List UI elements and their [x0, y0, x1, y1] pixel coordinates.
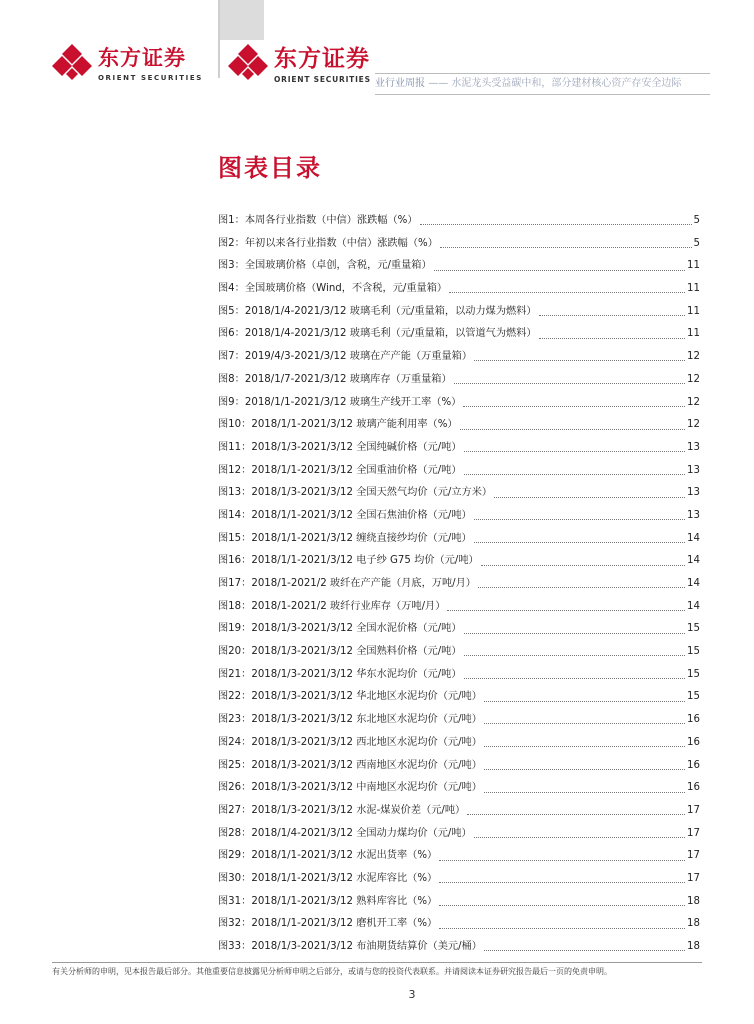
toc-item-label: 图6：2018/1/4-2021/3/12 玻璃毛利（元/重量箱，以管道气为燃料）	[218, 328, 537, 340]
toc-item-label: 图23：2018/1/3-2021/3/12 东北地区水泥均价（元/吨）	[218, 714, 482, 726]
toc-item-page: 16	[687, 736, 700, 748]
toc-item-page: 14	[687, 555, 700, 567]
toc-leader-dots	[464, 632, 685, 634]
footer-disclaimer: 有关分析师的申明，见本报告最后部分。其他重要信息披露见分析师申明之后部分，或请与您的投资代表联系。并请阅读本证券研究报告最后一页的免责申明。	[52, 967, 612, 976]
toc-item-page: 11	[687, 305, 700, 317]
toc-item-label: 图16：2018/1/1-2021/3/12 电子纱 G75 均价（元/吨）	[218, 555, 479, 567]
header-separator: ——	[428, 78, 449, 89]
toc-leader-dots	[478, 586, 685, 588]
toc-item-label: 图25：2018/1/3-2021/3/12 西南地区水泥均价（元/吨）	[218, 759, 482, 771]
toc-item-label: 图4：全国玻璃价格（Wind，不含税，元/重量箱）	[218, 283, 448, 295]
toc-item-page: 17	[687, 804, 700, 816]
toc-item[interactable]	[218, 619, 700, 642]
toc-item-label: 图13：2018/1/3-2021/3/12 全国天然气均价（元/立方米）	[218, 487, 493, 499]
toc-leader-dots	[484, 722, 685, 724]
toc-item[interactable]	[218, 937, 700, 960]
toc-item-page: 12	[687, 373, 700, 385]
toc-item-label: 图20：2018/1/3-2021/3/12 全国熟料价格（元/吨）	[218, 646, 462, 658]
toc-leader-dots	[464, 450, 685, 452]
toc-leader-dots	[463, 405, 685, 407]
toc-item-page: 12	[687, 396, 700, 408]
toc-item-label: 图9：2018/1/1-2021/3/12 玻璃生产线开工率（%）	[218, 396, 462, 408]
toc-item[interactable]	[218, 892, 700, 915]
brand-logo-left	[52, 42, 203, 82]
toc-item-label: 图18：2018/1-2021/2 玻纤行业库存（万吨/月）	[218, 600, 446, 612]
footer-divider	[52, 962, 702, 963]
brand-name-en: ORIENT SECURITIES	[274, 75, 371, 84]
toc-leader-dots	[484, 700, 685, 702]
toc-leader-dots	[481, 564, 685, 566]
toc-item[interactable]	[218, 211, 700, 234]
toc-title: 图表目录	[218, 154, 322, 182]
toc-item-label: 图26：2018/1/3-2021/3/12 中南地区水泥均价（元/吨）	[218, 782, 482, 794]
toc-item-page: 15	[687, 623, 700, 635]
toc-item-label: 图12：2018/1/1-2021/3/12 全国重油价格（元/吨）	[218, 464, 462, 476]
page-number: 3	[408, 988, 416, 1001]
toc-leader-dots	[539, 337, 685, 339]
toc-item-label: 图30：2018/1/1-2021/3/12 水泥库容比（%）	[218, 872, 438, 884]
toc-item-label: 图24：2018/1/3-2021/3/12 西北地区水泥均价（元/吨）	[218, 736, 482, 748]
toc-item[interactable]	[218, 302, 700, 325]
toc-leader-dots	[439, 881, 685, 883]
toc-item-page: 11	[687, 260, 700, 272]
report-title: 水泥龙头受益碳中和，部分建材核心资产存安全边际	[451, 78, 682, 89]
toc-item-label: 图27：2018/1/3-2021/3/12 水泥-煤炭价差（元/吨）	[218, 804, 466, 816]
report-header-bar	[375, 73, 710, 95]
toc-item-page: 12	[687, 419, 700, 431]
toc-item[interactable]	[218, 551, 700, 574]
toc-item-page: 13	[687, 464, 700, 476]
toc-item[interactable]	[218, 801, 700, 824]
toc-item-label: 图28：2018/1/4-2021/3/12 全国动力煤均价（元/吨）	[218, 827, 472, 839]
orient-logo-icon	[52, 42, 92, 82]
toc-item[interactable]	[218, 461, 700, 484]
toc-item-label: 图5：2018/1/4-2021/3/12 玻璃毛利（元/重量箱，以动力煤为燃料）	[218, 305, 537, 317]
toc-item[interactable]	[218, 687, 700, 710]
toc-item[interactable]	[218, 869, 700, 892]
brand-name-cn: 东方证券	[274, 46, 370, 72]
toc-leader-dots	[539, 314, 685, 316]
toc-item-label: 图2：年初以来各行业指数（中信）涨跌幅（%）	[218, 237, 438, 249]
toc-leader-dots	[439, 927, 685, 929]
toc-leader-dots	[474, 836, 685, 838]
toc-item[interactable]	[218, 506, 700, 529]
toc-item-label: 图7：2019/4/3-2021/3/12 玻璃在产产能（万重量箱）	[218, 351, 473, 363]
brand-logo-right	[228, 40, 371, 84]
toc-item-page: 17	[687, 850, 700, 862]
toc-item-label: 图8：2018/1/7-2021/3/12 玻璃库存（万重量箱）	[218, 373, 452, 385]
toc-item[interactable]	[218, 665, 700, 688]
header-divider	[218, 0, 220, 78]
toc-leader-dots	[439, 904, 685, 906]
toc-leader-dots	[464, 473, 685, 475]
toc-item[interactable]	[218, 256, 700, 279]
toc-item[interactable]	[218, 393, 700, 416]
toc-leader-dots	[484, 949, 685, 951]
toc-item[interactable]	[218, 846, 700, 869]
toc-item-page: 18	[687, 941, 700, 952]
toc-item-label: 图1：本周各行业指数（中信）涨跌幅（%）	[218, 215, 418, 226]
toc-item-page: 13	[687, 441, 700, 453]
toc-item-label: 图10：2018/1/1-2021/3/12 玻璃产能利用率（%）	[218, 419, 458, 431]
toc-leader-dots	[464, 677, 685, 679]
toc-list	[218, 211, 700, 960]
toc-item-page: 15	[687, 668, 700, 680]
toc-item[interactable]	[218, 574, 700, 597]
toc-leader-dots	[484, 791, 685, 793]
toc-item-page: 14	[687, 600, 700, 612]
toc-item-page: 11	[687, 283, 700, 295]
toc-item-page: 16	[687, 714, 700, 726]
toc-item-page: 16	[687, 759, 700, 771]
toc-item[interactable]	[218, 347, 700, 370]
report-type: 业行业周报	[375, 78, 425, 89]
toc-item[interactable]	[218, 324, 700, 347]
toc-item-page: 13	[687, 509, 700, 521]
orient-logo-icon	[228, 42, 268, 82]
toc-item-page: 13	[687, 487, 700, 499]
toc-item[interactable]	[218, 279, 700, 302]
toc-item[interactable]	[218, 824, 700, 847]
toc-item[interactable]	[218, 370, 700, 393]
toc-item-page: 16	[687, 782, 700, 794]
toc-item-label: 图33：2018/1/3-2021/3/12 布油期货结算价（美元/桶）	[218, 941, 482, 952]
toc-item-label: 图11：2018/1/3-2021/3/12 全国纯碱价格（元/吨）	[218, 441, 462, 453]
toc-item-label: 图17：2018/1-2021/2 玻纤在产产能（月底，万吨/月）	[218, 578, 476, 589]
toc-leader-dots	[464, 654, 685, 656]
toc-leader-dots	[474, 518, 685, 520]
toc-leader-dots	[484, 745, 685, 747]
toc-item-label: 图22：2018/1/3-2021/3/12 华北地区水泥均价（元/吨）	[218, 691, 482, 703]
header-gray-block	[218, 0, 264, 40]
toc-leader-dots	[474, 359, 685, 361]
toc-item-label: 图29：2018/1/1-2021/3/12 水泥出货率（%）	[218, 850, 438, 862]
toc-item-page: 14	[687, 578, 700, 589]
toc-item-label: 图19：2018/1/3-2021/3/12 全国水泥价格（元/吨）	[218, 623, 462, 635]
toc-leader-dots	[440, 246, 692, 248]
toc-leader-dots	[420, 223, 692, 225]
toc-item-page: 15	[687, 646, 700, 658]
toc-item-page: 12	[687, 351, 700, 363]
toc-item-page: 17	[687, 872, 700, 884]
toc-item-label: 图3：全国玻璃价格（卓创，含税，元/重量箱）	[218, 260, 432, 272]
toc-item-page: 14	[687, 532, 700, 544]
toc-item-page: 18	[687, 918, 700, 930]
toc-item[interactable]	[218, 597, 700, 620]
toc-leader-dots	[454, 382, 685, 384]
toc-item[interactable]	[218, 234, 700, 257]
toc-item[interactable]	[218, 438, 700, 461]
toc-item[interactable]	[218, 756, 700, 779]
toc-leader-dots	[467, 813, 685, 815]
toc-item-label: 图31：2018/1/1-2021/3/12 熟料库容比（%）	[218, 895, 438, 907]
toc-item-page: 15	[687, 691, 700, 703]
toc-leader-dots	[484, 768, 685, 770]
toc-item-page: 17	[687, 827, 700, 839]
toc-item-label: 图15：2018/1/1-2021/3/12 缠绕直接纱均价（元/吨）	[218, 532, 472, 544]
toc-item-label: 图21：2018/1/3-2021/3/12 华东水泥均价（元/吨）	[218, 668, 462, 680]
toc-item-label: 图14：2018/1/1-2021/3/12 全国石焦油价格（元/吨）	[218, 509, 472, 521]
toc-item-page: 5	[693, 237, 700, 249]
toc-item[interactable]	[218, 415, 700, 438]
brand-name-cn: 东方证券	[98, 46, 186, 70]
toc-item-page: 18	[687, 895, 700, 907]
toc-item-page: 5	[693, 215, 700, 226]
toc-item[interactable]	[218, 914, 700, 937]
toc-item[interactable]	[218, 483, 700, 506]
toc-leader-dots	[434, 269, 685, 271]
toc-leader-dots	[460, 428, 685, 430]
toc-item[interactable]	[218, 529, 700, 552]
brand-name-en: ORIENT SECURITIES	[98, 74, 203, 82]
toc-leader-dots	[474, 541, 685, 543]
toc-item[interactable]	[218, 642, 700, 665]
toc-item-label: 图32：2018/1/1-2021/3/12 磨机开工率（%）	[218, 918, 438, 930]
toc-item[interactable]	[218, 778, 700, 801]
toc-item[interactable]	[218, 733, 700, 756]
toc-item[interactable]	[218, 710, 700, 733]
toc-leader-dots	[449, 291, 685, 293]
toc-leader-dots	[439, 859, 685, 861]
toc-leader-dots	[494, 496, 685, 498]
toc-item-page: 11	[687, 328, 700, 340]
toc-leader-dots	[447, 609, 685, 611]
